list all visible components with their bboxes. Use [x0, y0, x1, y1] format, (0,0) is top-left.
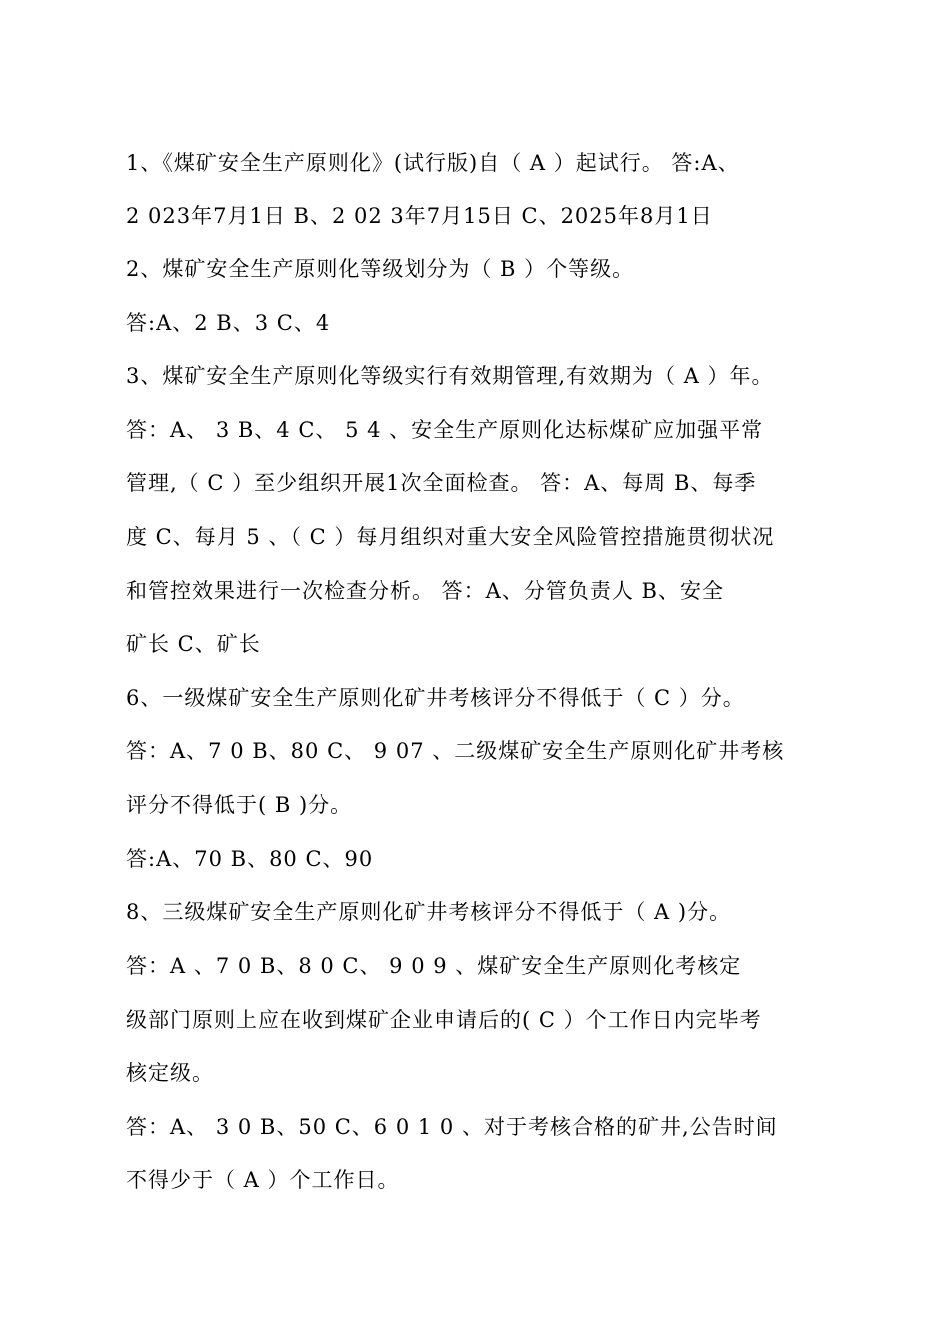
text-line-10: 矿长 C、矿长 [126, 632, 261, 656]
text-line-16: 答：A 、7 0 B、8 0 C、 9 0 9 、煤矿安全生产原则化考核定 [126, 954, 742, 978]
text-line-11: 6、一级煤矿安全生产原则化矿井考核评分不得低于（ C ）分。 [126, 686, 745, 710]
text-line-3: 2、煤矿安全生产原则化等级划分为（ B ）个等级。 [126, 257, 635, 281]
text-line-19: 答：A、 3 0 B、50 C、6 0 1 0 、对于考核合格的矿井,公告时间 [126, 1115, 778, 1139]
text-line-15: 8、三级煤矿安全生产原则化矿井考核评分不得低于（ A )分。 [126, 900, 732, 924]
text-line-9: 和管控效果进行一次检查分析。 答：A、分管负责人 B、安全 [126, 579, 724, 603]
text-line-1: 1、《煤矿安全生产原则化》(试行版)自（ A ）起试行。 答:A、 [126, 151, 740, 175]
text-line-4: 答:A、2 B、3 C、4 [126, 311, 331, 335]
text-line-5: 3、煤矿安全生产原则化等级实行有效期管理,有效期为（ A ）年。 [126, 364, 774, 388]
text-line-13: 评分不得低于( B )分。 [126, 793, 353, 817]
text-line-12: 答：A、7 0 B、80 C、 9 07 、二级煤矿安全生产原则化矿井考核 [126, 739, 785, 763]
text-line-14: 答:A、70 B、80 C、90 [126, 847, 374, 871]
text-line-7: 管理,（ C ）至少组织开展1次全面检查。 答：A、每周 B、每季 [126, 471, 757, 495]
text-line-8: 度 C、每月 5 、（ C ）每月组织对重大安全风险管控措施贯彻状况 [126, 525, 775, 549]
text-line-18: 核定级。 [126, 1061, 214, 1085]
text-line-20: 不得少于（ A ）个工作日。 [126, 1168, 400, 1192]
text-line-2: 2 023年7月1日 B、2 02 3年7月15日 C、2025年8月1日 [126, 204, 713, 228]
text-line-6: 答：A、 3 B、4 C、 5 4 、安全生产原则化达标煤矿应加强平常 [126, 418, 764, 442]
text-line-17: 级部门原则上应在收到煤矿企业申请后的( C ）个工作日内完毕考 [126, 1008, 762, 1032]
